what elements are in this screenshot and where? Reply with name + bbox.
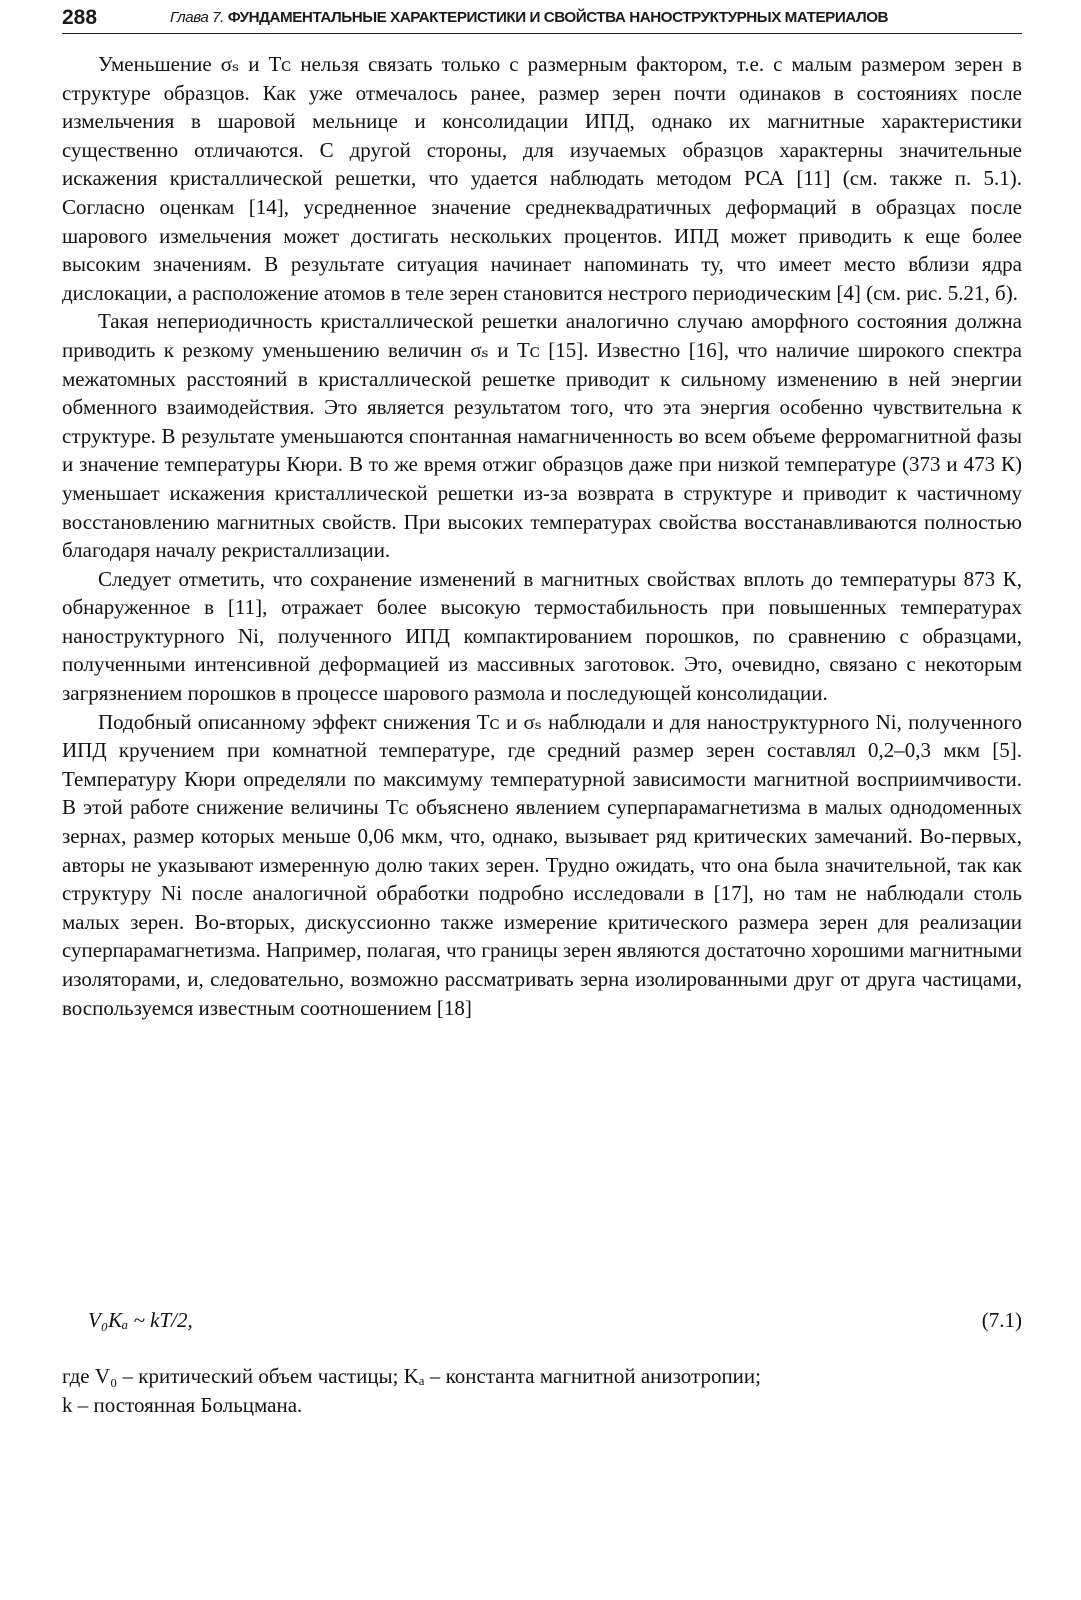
equation-legend <box>62 1362 1022 1420</box>
legend-line-2: k – постоянная Больцмана. <box>62 1393 303 1417</box>
legend-line-1: где V₀ – критический объем частицы; Kₐ – константа магнитной анизотропии; <box>62 1364 761 1388</box>
page-header <box>62 4 1022 34</box>
paragraph-4: Подобный описанному эффект снижения Tᴄ и σₛ наблюдали и для наноструктурного Ni, полученного ИПД кручением при комнатной температуре, где средний размер зерен составлял 0,2–0,3 мкм [5]. Температуру Кюри определяли по максимуму температурной зависимости магнитной восприимчивости. В этой работе снижение величины Tᴄ объяснено явлением суперпарамагнетизма в малых однодоменных зернах, размер которых меньше 0,06 мкм, что, однако, вызывает ряд критических замечаний. Во-первых, авторы не указывают измеренную долю таких зерен. Трудно ожидать, что она была значительной, так как структуру Ni после аналогичной обработки подробно исследовали в [17], но там не наблюдали столь малых зерен. Во-вторых, дискуссионно также измерение критического размера зерен для реализации суперпарамагнетизма. Например, полагая, что границы зерен являются достаточно хорошими магнитными изоляторами, и, следовательно, возможно рассматривать зерна изолированными друг от друга частицами, воспользуемся известным соотношением [18] <box>62 709 1022 1020</box>
chapter-label: Глава 7. <box>170 9 224 26</box>
equation-number: (7.1) <box>981 1308 1022 1332</box>
paragraph-1: Уменьшение σₛ и Tᴄ нельзя связать только с размерным фактором, т.е. с малым размером зерен в структуре образцов. Как уже отмечалось ранее, размер зерен почти одинаков в состояниях после измельчения в шаровой мельнице и консолидации ИПД, однако их магнитные характеристики существенно отличаются. С другой стороны, для изучаемых образцов характерны значительные искажения кристаллической решетки, что удается наблюдать методом РСА [11] (см. также п. 5.1). Согласно оценкам [14], усредненное значение среднеквадратичных деформаций в образцах после шарового измельчения может достигать нескольких процентов. ИПД может приводить к еще более высоким значениям. В результате ситуация начинает напоминать ту, что имеет место вблизи ядра дислокации, а расположение атомов в теле зерен становится нестрого периодическим [4] (см. рис. 5.21, б). <box>62 52 1022 305</box>
paragraph-3: Следует отметить, что сохранение изменений в магнитных свойствах вплоть до температуры 873 К, обнаруженное в [11], отражает более высокую термостабильность при повышенных температурах наноструктурного Ni, полученного ИПД компактированием порошков, по сравнению с образцами, полученными интенсивной деформацией из массивных заготовок. Это, очевидно, связано с некоторым загрязнением порошков в процессе шарового размола и последующей консолидации. <box>62 566 1022 706</box>
chapter-title: ФУНДАМЕНТАЛЬНЫЕ ХАРАКТЕРИСТИКИ И СВОЙСТВА НАНОСТРУКТУРНЫХ МАТЕРИАЛОВ <box>227 9 889 26</box>
equation-block <box>62 1305 1022 1337</box>
paragraph-2: Такая непериодичность кристаллической решетки аналогично случаю аморфного состояния должна приводить к резкому уменьшению величин σₛ и Tᴄ [15]. Известно [16], что наличие широкого спектра межатомных расстояний в кристаллической решетке приводит к сильному изменению в ней энергии обменного взаимодействия. Это является результатом того, что эта энергия особенно чувствительна к структуре. В результате уменьшаются спонтанная намагниченность во всем объеме ферромагнитной фазы и значение температуры Кюри. В то же время отжиг образцов даже при низкой температуре (373 и 473 К) уменьшает искажения кристаллической решетки из-за возврата в структуре и приводит к частичному восстановлению магнитных свойств. При высоких температурах свойства восстанавливаются полностью благодаря началу рекристаллизации. <box>62 309 1022 563</box>
body-text <box>62 50 1022 1022</box>
running-head <box>170 9 888 26</box>
equation-formula: V₀Kₐ ~ kT/2, <box>88 1308 193 1332</box>
header-rule <box>62 33 1022 34</box>
page-number: 288 <box>62 6 98 29</box>
